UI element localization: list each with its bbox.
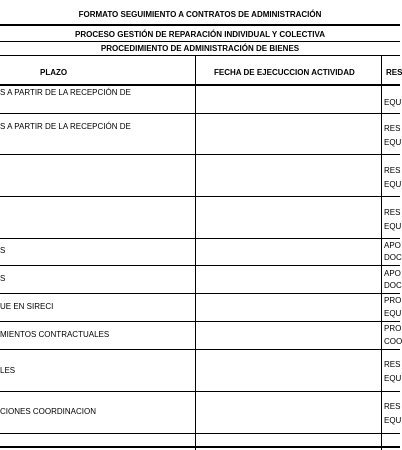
cell-responsable: PRO — [384, 324, 402, 333]
cell-responsable: EQU — [384, 138, 402, 147]
cell-responsable: RES — [384, 402, 401, 411]
cell-plazo: S — [0, 274, 6, 283]
row-divider — [0, 349, 400, 350]
row-divider — [0, 391, 400, 392]
cell-plazo: UE EN SIRECI — [0, 302, 54, 311]
cell-plazo: CIONES COORDINACION — [0, 407, 97, 416]
cell-plazo: S A PARTIR DE LA RECEPCIÓN DE — [0, 88, 131, 97]
bottom-border — [0, 446, 400, 448]
row-divider — [0, 433, 400, 434]
cell-plazo: LES — [0, 366, 16, 375]
title-divider — [0, 24, 400, 26]
row-divider — [0, 154, 400, 155]
cell-responsable: APO — [384, 241, 401, 250]
cell-responsable: EQU — [384, 222, 402, 231]
process-title: PROCESO GESTIÓN DE REPARACIÓN INDIVIDUAL Y COLECTIVA — [75, 30, 325, 39]
header-plazo: PLAZO — [40, 68, 68, 77]
row-divider — [0, 265, 400, 266]
cell-responsable: EQU — [384, 374, 402, 383]
cell-responsable: RES — [384, 124, 401, 133]
cell-responsable: DOC — [384, 253, 402, 262]
header-fecha: FECHA DE EJECUCCION ACTIVIDAD — [214, 68, 355, 77]
row-divider — [0, 196, 400, 197]
row-divider — [0, 238, 400, 239]
cell-responsable: APO — [384, 269, 401, 278]
cell-responsable: EQU — [384, 180, 402, 189]
row-divider — [0, 293, 400, 294]
cell-plazo: S — [0, 246, 6, 255]
cell-responsable: RES — [384, 360, 401, 369]
header-responsable: RES — [386, 68, 402, 77]
header-divider — [0, 84, 400, 86]
cell-responsable: EQU — [384, 309, 402, 318]
divider — [0, 41, 400, 42]
row-divider — [0, 321, 400, 322]
cell-plazo: MIENTOS CONTRACTUALES — [0, 330, 110, 339]
cell-responsable: EQU — [384, 416, 402, 425]
cell-responsable: PRO — [384, 296, 402, 305]
cell-responsable: EQU — [384, 98, 402, 107]
row-divider — [0, 113, 400, 114]
divider — [0, 55, 400, 56]
cell-plazo: S A PARTIR DE LA RECEPCIÓN DE — [0, 122, 131, 131]
procedure-title: PROCEDIMIENTO DE ADMINISTRACIÓN DE BIENES — [100, 44, 300, 53]
cell-responsable: RES — [384, 208, 401, 217]
cell-responsable: DOC — [384, 281, 402, 290]
cell-responsable: COO — [384, 337, 402, 346]
cell-responsable: RES — [384, 166, 401, 175]
form-title: FORMATO SEGUIMIENTO A CONTRATOS DE ADMINISTRACIÓN — [78, 10, 322, 19]
